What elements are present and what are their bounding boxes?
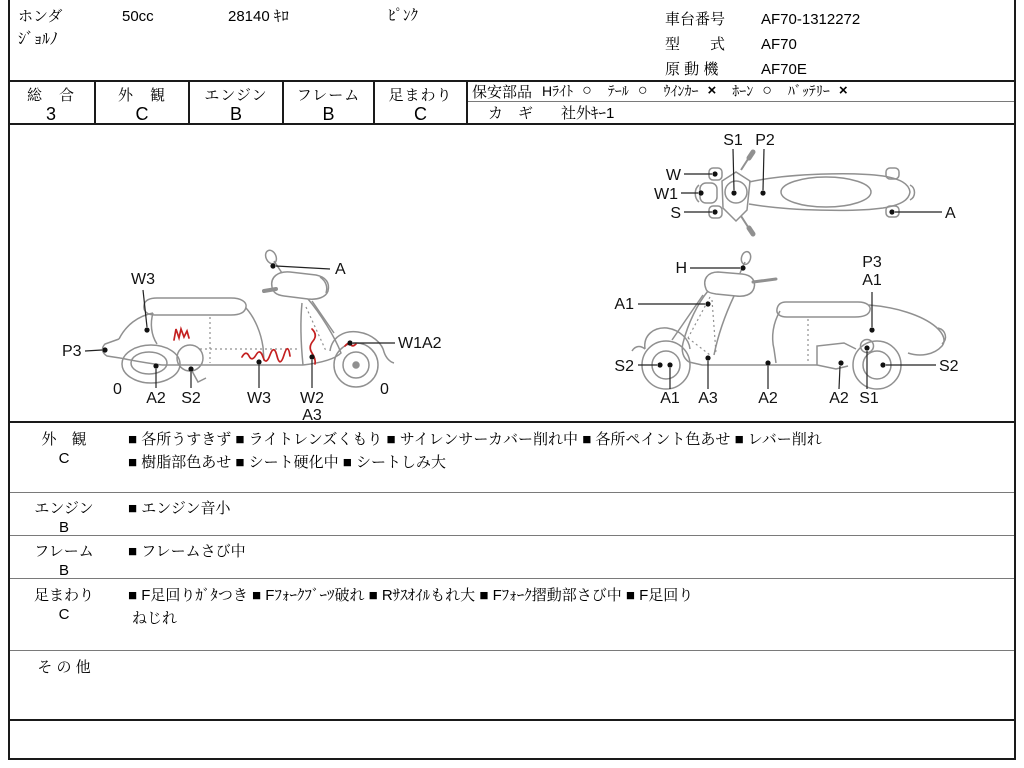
note-grade: C (58, 606, 70, 623)
diagram-label-a3: A3 (302, 407, 322, 423)
grade-engine: エンジン B (204, 87, 268, 124)
displacement: 50cc (122, 8, 154, 25)
diagram-label-a1-wheel: A1 (660, 390, 680, 407)
grade-frame: フレーム B (296, 87, 361, 124)
body-color: ﾋﾟﾝｸ (388, 7, 419, 24)
key-label: カ ギ (488, 104, 534, 122)
diagram-label-a1-rear-top: A1 (862, 272, 882, 289)
top-view-sketch (695, 152, 914, 234)
diagram-label-zero-left: 0 (113, 381, 122, 398)
maker-name: ホンダ (18, 8, 63, 25)
mileage: 28140 ｷﾛ (228, 8, 289, 25)
note-category: フレーム (34, 543, 94, 560)
right-view-dashed-lines (688, 297, 808, 363)
diagram-label-s1: S1 (723, 132, 743, 149)
note-line: ■ フレームさび中 (128, 543, 246, 560)
tail-ok-mark: ○ (637, 82, 648, 99)
diagram-label-zero-right: 0 (380, 381, 389, 398)
note-grade: C (58, 450, 70, 467)
line-notes-sep4 (10, 650, 1014, 651)
model-code-value: AF70 (761, 36, 797, 53)
safety-item-tail: ﾃｰﾙ ○ (607, 82, 648, 99)
diagram-label-a2: A2 (146, 390, 166, 407)
scooter-top-view-diagram (650, 128, 1020, 245)
headlight-ok-mark: ○ (582, 82, 592, 99)
grade-undercarriage: 足まわり C (388, 87, 453, 124)
diagram-label-a2-floor: A2 (758, 390, 778, 407)
grade-exterior: 外 観 C (117, 87, 166, 124)
model-name: ｼﾞｮﾙﾉ (18, 31, 59, 48)
note-grade: B (58, 562, 69, 579)
top-view-pointer-lines (681, 149, 942, 212)
diagram-label-w1: W1 (654, 186, 678, 203)
scooter-right-side-diagram (590, 245, 1020, 423)
note-line: ■ エンジン音小 (128, 500, 231, 517)
note-line: ■ F足回りｶﾞﾀつき ■ Fﾌｫｰｸﾌﾞｰﾂ破れ ■ Rｻｽｵｲﾙもれ大 ■ Fﾌｫｰｸ摺動部さび中 ■ F足回り (128, 587, 694, 604)
chassis-no-label: 車台番号 (665, 11, 726, 28)
horn-ok-mark: ○ (762, 82, 772, 99)
diagram-label-p3: P3 (62, 343, 82, 360)
key-value: 社外ｷｰ1 (561, 104, 615, 122)
diagram-label-s2-front: S2 (614, 358, 634, 375)
model-code-label: 型 式 (665, 36, 726, 53)
diagram-label-s1: S1 (859, 390, 879, 407)
safety-item-headlight: Hﾗｲﾄ ○ (542, 82, 592, 99)
diagram-label-a: A (945, 205, 956, 222)
border-bottom (8, 758, 1016, 760)
line-notes-sep2 (10, 535, 1014, 536)
note-category: エンジン (34, 500, 94, 517)
chassis-no-value: AF70-1312272 (761, 11, 861, 28)
safety-item-horn: ﾎｰﾝ ○ (732, 82, 772, 99)
engine-code-label: 原 動 機 (665, 61, 719, 78)
diagram-label-w3-top: W3 (131, 271, 155, 288)
engine-code-value: AF70E (761, 61, 807, 78)
note-category: そ の 他 (37, 659, 91, 676)
diagram-label-w1a2: W1A2 (398, 335, 442, 352)
diagram-label-s2-rear: S2 (939, 358, 959, 375)
right-view-pointer-lines (638, 268, 936, 389)
note-line: ねじれ (132, 610, 178, 627)
diagram-label-a2-rear: A2 (829, 390, 849, 407)
line-notes-sep3 (10, 578, 1014, 579)
diagram-label-a1-front: A1 (614, 296, 634, 313)
diagram-label-w3-floor: W3 (247, 390, 271, 407)
line-notes-sep1 (10, 492, 1014, 493)
safety-item-battery: ﾊﾞｯﾃﾘｰ × (787, 82, 848, 99)
battery-ng-mark: × (838, 82, 848, 99)
vehicle-id-block (665, 7, 860, 82)
diagram-label-a3: A3 (698, 390, 718, 407)
note-grade: B (58, 519, 69, 536)
diagram-label-p3: P3 (862, 254, 882, 271)
diagram-label-w: W (665, 167, 681, 184)
note-line: ■ 各所うすきず ■ ライトレンズくもり ■ サイレンサーカバー削れ中 ■ 各所ペイント色あせ ■ レバー削れ (128, 431, 822, 448)
note-category: 足まわり (33, 587, 94, 604)
winker-ng-mark: × (707, 82, 717, 99)
grade-overall: 総 合 3 (26, 87, 75, 124)
key-row (472, 102, 1014, 122)
safety-parts-row (472, 81, 1014, 101)
diagram-label-w2: W2 (300, 390, 324, 407)
damage-marks (174, 329, 356, 364)
diagram-label-p2: P2 (755, 132, 775, 149)
diagram-label-a: A (335, 261, 346, 278)
line-grade-sep5 (466, 80, 468, 123)
diagram-label-h: H (675, 260, 687, 277)
safety-item-winker: ｳｲﾝｶｰ × (663, 82, 717, 99)
safety-parts-title: 保安部品 (472, 83, 533, 101)
line-other-bottom (8, 719, 1016, 721)
diagram-label-s2: S2 (181, 390, 201, 407)
scooter-left-side-diagram (50, 245, 450, 423)
note-category: 外 観 (41, 431, 87, 448)
note-line: ■ 樹脂部色あせ ■ シート硬化中 ■ シートしみ大 (128, 454, 447, 471)
diagram-label-s: S (670, 205, 681, 222)
